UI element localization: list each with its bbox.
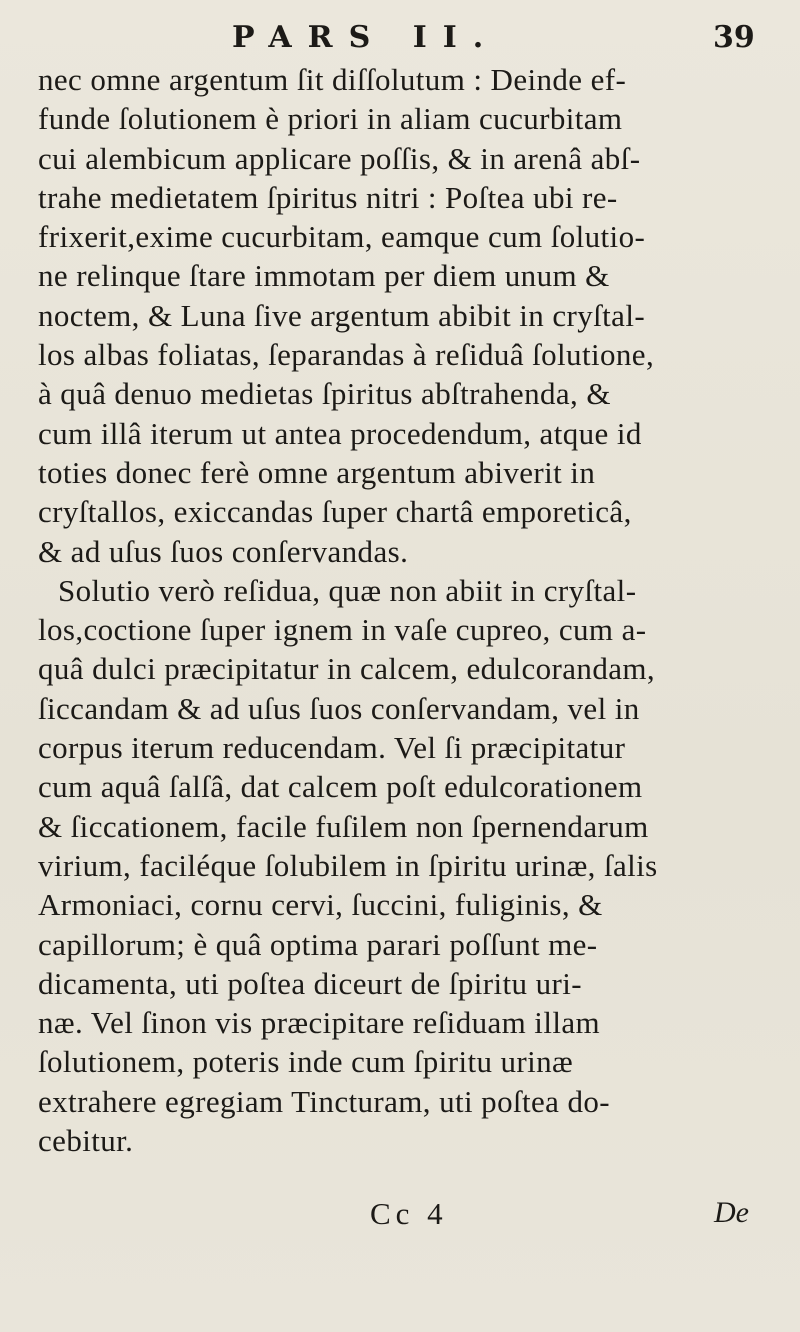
text-line: capillorum; è quâ optima parari poſſunt me- (38, 926, 598, 962)
text-line: & ad uſus ſuos conſervandas. (38, 533, 409, 569)
text-line: noctem, & Luna ſive argentum abibit in cryſtal- (38, 297, 646, 333)
text-line: nec omne argentum ſit diſſolutum : Deinde ef- (38, 62, 627, 97)
text-line: ne relinque ſtare immotam per diem unum & (38, 258, 610, 294)
text-line: los albas foliatas, ſeparandas à reſiduâ ſolutione, (38, 337, 655, 373)
page-footer (0, 1196, 800, 1236)
text-line: cum illâ iterum ut antea procedendum, atque id (38, 415, 642, 451)
signature-mark: Cc 4 (370, 1196, 448, 1231)
text-line: toties donec ferè omne argentum abiverit in (38, 454, 596, 490)
text-line: Armoniaci, cornu cervi, ſuccini, fuliginis, & (38, 887, 603, 923)
catchword: De (714, 1196, 749, 1229)
text-line: quâ dulci præcipitatur in calcem, edulcorandam, (38, 651, 656, 687)
body-text (38, 60, 778, 1160)
text-line: cui alembicum applicare poſſis, & in arenâ abſ- (38, 140, 641, 176)
text-line: frixerit,exime cucurbitam, eamque cum ſolutio- (38, 219, 646, 255)
text-line: cryſtallos, exiccandas ſuper chartâ emporeticâ, (38, 494, 632, 530)
text-line: ſolutionem, poteris inde cum ſpiritu urinæ (38, 1044, 574, 1080)
text-line: funde ſolutionem è priori in aliam cucurbitam (38, 101, 623, 137)
text-line: corpus iterum reducendam. Vel ſi præcipitatur (38, 730, 626, 766)
text-line: ſiccandam & ad uſus ſuos conſervandam, vel in (38, 690, 640, 726)
text-line: & ſiccationem, facile fuſilem non ſpernendarum (38, 808, 649, 844)
text-line: los,coctione ſuper ignem in vaſe cupreo, cum a- (38, 612, 647, 648)
text-line: cum aquâ ſalſâ, dat calcem poſt edulcorationem (38, 769, 643, 805)
text-line: cebitur. (38, 1123, 134, 1159)
text-line: dicamenta, uti poſtea diceurt de ſpiritu uri- (38, 965, 582, 1001)
text-line: trahe medietatem ſpiritus nitri : Poſtea ubi re- (38, 179, 618, 215)
page-header (0, 18, 800, 58)
page-number: 39 (713, 20, 755, 55)
running-head: PARS II. (232, 20, 500, 55)
text-line: virium, faciléque ſolubilem in ſpiritu urinæ, ſalis (38, 847, 658, 883)
text-line: Solutio verò reſidua, quæ non abiit in cryſtal- (58, 572, 637, 608)
text-line: næ. Vel ſinon vis præcipitare reſiduam illam (38, 1005, 601, 1041)
text-line: à quâ denuo medietas ſpiritus abſtrahenda, & (38, 376, 611, 412)
text-line: extrahere egregiam Tincturam, uti poſtea do- (38, 1083, 610, 1119)
